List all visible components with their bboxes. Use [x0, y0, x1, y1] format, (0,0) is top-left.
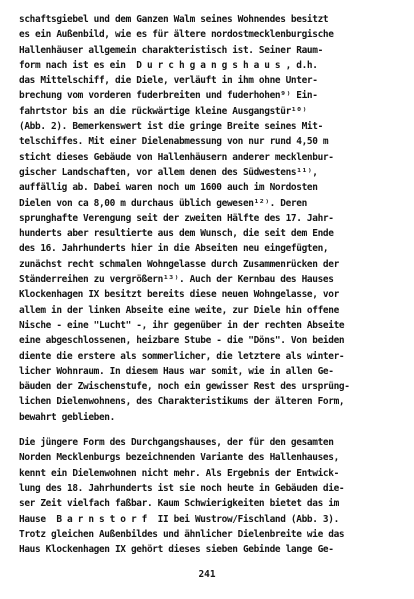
text-line: fahrtstor bis an die rückwärtige kleine Ausgangstür¹⁰⁾ [19, 105, 307, 117]
text-line: Klockenhagen IX besitzt bereits diese neuen Wohngelasse, vor [19, 289, 339, 301]
text-line: das Mittelschiff, die Diele, verläuft in ihm ohne Unter- [19, 75, 318, 87]
text-line: licher Wohnraum. In diesem Haus war somit, wie in allen Ge- [19, 365, 334, 377]
text-line: kennt ein Dielenwohnen nicht mehr. Als Ergebnis der Entwick- [19, 467, 339, 479]
text-line: bäuden der Zwischenstufe, noch ein gewisser Rest des ursprüng- [19, 381, 350, 393]
text-line: allem in der linken Abseite eine weite, zur Diele hin offene [19, 304, 339, 316]
text-line: lichen Dielenwohnens, des Charakteristikums der älteren Form, [19, 396, 345, 408]
text-line: zunächst recht schmalen Wohngelasse durch Zusammenrücken der [19, 258, 339, 270]
text-line: Haus Klockenhagen IX gehört dieses sieben Gebinde lange Ge- [19, 544, 334, 556]
text-line: diente die erstere als sommerlicher, die letztere als winter- [19, 350, 345, 362]
text-line: auffällig ab. Dabei waren noch um 1600 auch im Nordosten [19, 182, 318, 194]
paragraph [19, 12, 406, 425]
text-line: Trotz gleichen Außenbildes und ähnlicher Dielenbreite wie das [19, 528, 345, 540]
text-line: Hallenhäuser allgemein charakteristisch ist. Seiner Raum- [19, 44, 323, 56]
text-line: form nach ist es ein D u r c h g a n g s h a u s , d.h. [19, 59, 318, 71]
paragraph [19, 435, 406, 557]
text-line: Hause B a r n s t o r f II bei Wustrow/Fischland (Abb. 3). [19, 513, 339, 525]
text-line: (Abb. 2). Bemerkenswert ist die gringe Breite seines Mit- [19, 121, 323, 133]
text-line: schaftsgiebel und dem Ganzen Walm seines Wohnendes besitzt [19, 14, 329, 25]
text-line: Dielen von ca 8,00 m durchaus üblich gewesen¹²⁾. Deren [19, 197, 307, 209]
text-line: des 16. Jahrhunderts hier in die Abseiten neu eingefügten, [19, 243, 329, 255]
text-line: Die jüngere Form des Durchgangshauses, der für den gesamten [19, 437, 334, 449]
text-line: ser Zeit vielfach faßbar. Kaum Schwierigkeiten bietet das im [19, 498, 339, 510]
text-line: eine abgeschlossenen, heizbare Stube - die "Döns". Von beiden [19, 335, 345, 347]
text-line: brechung vom vorderen fuderbreiten und fuderhohen⁹⁾ Ein- [19, 90, 318, 102]
paragraph-gap [19, 425, 406, 435]
text-line: hunderts aber resultierte aus dem Wunsch, die seit dem Ende [19, 228, 334, 240]
text-line: bewahrt geblieben. [19, 411, 115, 423]
text-line: es ein Außenbild, wie es für ältere nordostmecklenburgische [19, 29, 334, 41]
text-line: Ständerreihen zu vergrößern¹³⁾. Auch der Kernbau des Hauses [19, 274, 334, 286]
text-line: Nische - eine "Lucht" -, ihr gegenüber in der rechten Abseite [19, 319, 345, 331]
text-line: gischer Landschaften, vor allem denen des Südwestens¹¹⁾, [19, 166, 318, 178]
text-line: telschiffes. Mit einer Dielenabmessung von nur rund 4,50 m [19, 136, 329, 148]
page-number: 241 [198, 569, 216, 580]
text-line: sticht dieses Gebäude von Hallenhäusern anderer mecklenbur- [19, 151, 334, 163]
text-line: Norden Mecklenburgs bezeichnenden Variante des Hallenhauses, [19, 452, 339, 464]
text-line: lung des 18. Jahrhunderts ist sie noch heute in Gebäuden die- [19, 482, 345, 494]
text-line: sprunghafte Verengung seit der zweiten Hälfte des 17. Jahr- [19, 212, 334, 224]
